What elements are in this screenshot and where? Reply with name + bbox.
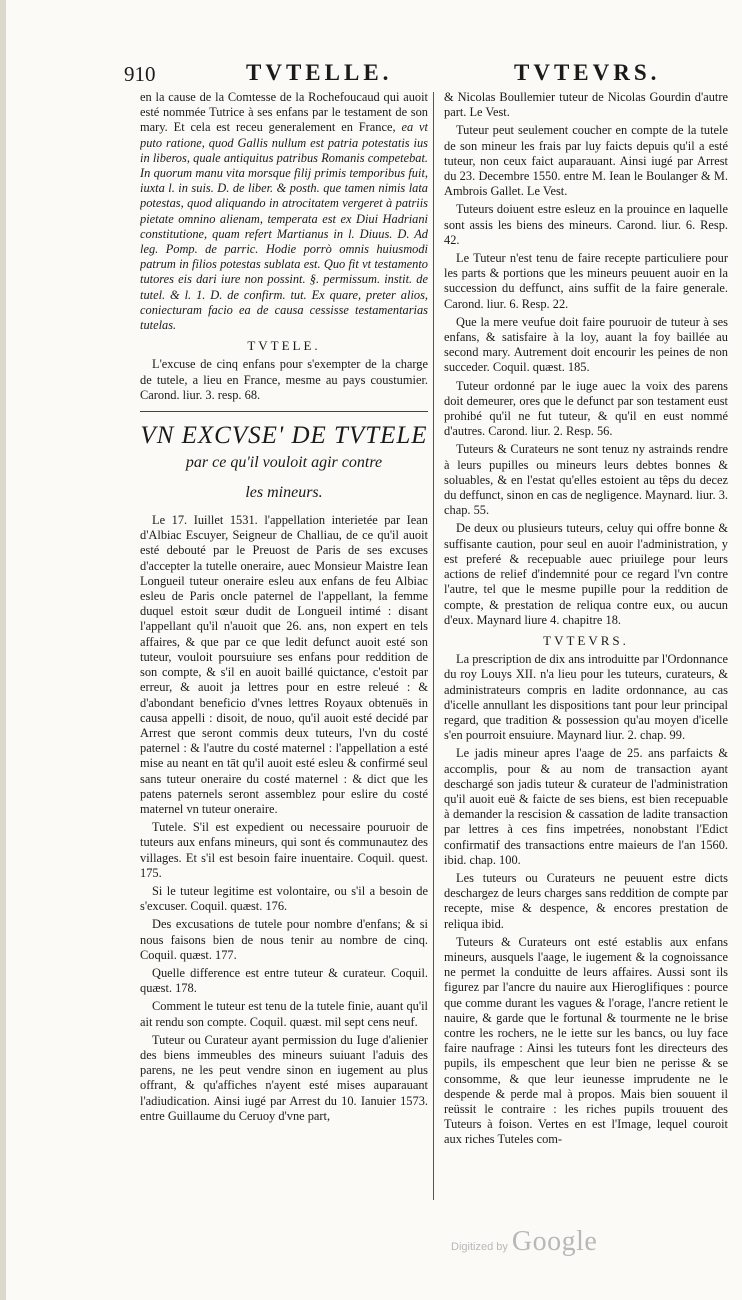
- paragraph: Le jadis mineur apres l'aage de 25. ans parfaicts & accomplis, pour & au nom de transaction ayant deschargé son jadis tuteur & curateur de l'administration qu'il auoit euë & faicte de ses biens, est bien recepuable à demander la rescision & cassation de ladite transaction par lettres à ces fins impetrées, nonobstant l'Edict confirmatif des transactions entre maieurs de l'an 1560. ibid. chap. 100.: [444, 746, 728, 867]
- running-head-right: TVTEVRS.: [514, 60, 661, 85]
- article-title: VN EXCVSE' DE TVTELE: [140, 422, 428, 450]
- intro-text-french: en la cause de la Comtesse de la Rochefoucaud qui auoit esté nommée Tutrice à ses enfans par le testament de son mary. Et cela est receu generalement en France,: [140, 90, 428, 135]
- paragraph: Quelle difference est entre tuteur & curateur. Coquil. quæst. 178.: [140, 965, 428, 996]
- paragraph: Des excusations de tutele pour nombre d'enfans; & si nous faisons bien de nous tenir au nombre de cinq. Coquil. quæst. 177.: [140, 917, 428, 962]
- left-column: [140, 90, 428, 1210]
- digitization-watermark: [451, 1228, 597, 1258]
- paragraph: Le 17. Iuillet 1531. l'appellation interietée par Iean d'Albiac Escuyer, Seigneur de Challiau, de ce qu'il auoit esté debouté par le Preuost de Paris de ses excuses d'accepter la tutelle oneraire, auec Monsieur Maistre Iean Longueil tuteur oneraire esleu aux enfans de feu Albiac esleu de Paris oncle paternel de l'appellant, la femme duquel estoit sœur dudit de Longueil intimé : disant l'appellant qu'il n'auoit que 26. ans, non expert en tels affaires, & que par ce que ledit defunct auoit esté son tuteur, vouloit poursuiure ses enfans pour reddition de son compte, & s'il en auoit baillé quictance, c'estoit par erreur, & auoit ja lettres pour en estre releué : & d'abondant beneficio d'vnes lettres Royaux obtenuës in causa appelli : disoit, de nouo, qu'il auoit esté decidé par Arrest que seront commis deux tuteurs, l'vn du costé paternel : & l'autre du costé maternel : l'appellation a esté mise au neant en tāt qu'il auoit esté esleu & confirmé seul sans tuteur oneraire du costé maternel : & dict que les patens paternels seront assemblez pour eslire du costé maternel vn tuteur oneraire.: [140, 513, 428, 816]
- running-head-left: TVTELLE.: [246, 60, 393, 85]
- paragraph: Comment le tuteur est tenu de la tutele finie, auant qu'il ait rendu son compte. Coquil. quæst. mil sept cens neuf.: [140, 999, 428, 1029]
- section-divider: [140, 411, 428, 412]
- article-subtitle-2: les mineurs.: [245, 484, 323, 502]
- paragraph: Que la mere veufue doit faire pouruoir de tuteur à ses enfans, & satisfaire à la loy, auant la foy baillée au second mary. Autrement doit encourir les peines de non succeder. Coquil. quæst. 185.: [444, 314, 728, 375]
- paragraph: De deux ou plusieurs tuteurs, celuy qui offre bonne & suffisante caution, pour seul en auoir l'administration, y est preferé & recepuable auec priuilege pour leurs actions de relief d'indemnité pour ce regard l'vn contre l'autre, tel que le mesme pupille pour la reddition de compte, & prestation de reliqua contre eux, ou aucun d'eux. Maynard liure 4. chapitre 18.: [444, 521, 728, 627]
- page-number: 910: [124, 62, 156, 86]
- paragraph: Tuteur ou Curateur ayant permission du Iuge d'alienier des biens immeubles des mineurs suiuant l'aduis des parens, ne les peut vendre sinon en iugement au plus offrant, & qu'affiches n'ayent esté mises auparauant l'adiudication. Ainsi iugé par Arrest du 10. Ianuier 1573. entre Guillaume du Ceruoy d'vne part,: [140, 1032, 428, 1123]
- paragraph: Tuteur peut seulement coucher en compte de la tutele de son mineur les frais par luy faicts depuis qu'il a esté tuteur, non ceux faict auparauant. Ainsi iugé par Arrest du 23. Decembre 1550. entre M. Iean le Boulanger & M. Ambrois Gallet. Le Vest.: [444, 123, 728, 199]
- intro-paragraph: [140, 90, 428, 333]
- paragraph: Tuteur ordonné par le iuge auec la voix des parens doit demeurer, ores que le defunct par son testament eust prohibé qu'il ne fut tuteur, & qu'il en eust nommé d'autres. Carond. liur. 2. Resp. 56.: [444, 378, 728, 439]
- paragraph: Les tuteurs ou Curateurs ne peuuent estre dicts deschargez de leurs charges sans reddition de compte par recepte, mise & despence, & encores prestation de reliqua ibid.: [444, 870, 728, 931]
- watermark-prefix: Digitized by: [451, 1241, 508, 1253]
- right-column: [438, 90, 728, 1210]
- paragraph: Si le tuteur legitime est volontaire, ou s'il a besoin de s'excuser. Coquil. quæst. 176.: [140, 883, 428, 914]
- article-subtitle-1: par ce qu'il vouloit agir contre: [185, 454, 383, 472]
- paragraph: & Nicolas Boullemier tuteur de Nicolas Gourdin d'autre part. Le Vest.: [444, 90, 728, 120]
- paragraph: Tuteurs & Curateurs ont esté establis aux enfans mineurs, ausquels l'aage, le iugement & la cognoissance ne permet la conduitte de leurs affaires. Aussi sont ils figurez par l'ancre du nauire aux Hieroglifiques : pource que comme durant les vagues & l'orage, l'ancre retient le nauire, & garde que le fortunal & tourmente ne le brise contre les rochers, ne le iette sur les bancs, ou luy face faire naufrage : Ainsi les tuteurs font les directeurs des pupils, ils empeschent que leur bien ne perisse & se consomme, & que leur ieunesse imprudente ne le despende & perde mal à propos. Mais bien souuent il reüssit le contraire : les riches pupils trouuent des Tuteurs à foison. Vertes en est l'Image, lequel couroit aux riches Tuteles com-: [444, 934, 728, 1147]
- section-heading-tutele: TVTELE.: [247, 338, 321, 354]
- paragraph: L'excuse de cinq enfans pour s'exempter de la charge de tutele, a lieu en France, mesme au pays coustumier. Carond. liur. 3. resp. 68.: [140, 357, 428, 402]
- section-heading-tuteurs: TVTEVRS.: [543, 632, 629, 648]
- google-logo: Google: [511, 1226, 598, 1257]
- paragraph: La prescription de dix ans introduitte par l'Ordonnance du roy Louys XII. n'a lieu pour les tuteurs, curateurs, & administrateurs compris en ladite ordonnance, au cas d'icelle annullant les dispositions tant pour leur principal regard, que tradition & possession qu'au moyen d'icelle s'en pourroit ensuiure. Maynard liur. 2. chap. 99.: [444, 652, 728, 743]
- column-divider: [433, 92, 434, 1200]
- intro-text-latin: ea vt puto ratione, quod Gallis nullum est patria potestatis ius in liberos, quale antiquitus patribus Romanis competebat. In quorum manu vita morsque filij primis temporibus fuit, iuxta l. in suis. D. de liber. & posth. que tamen nimis lata potestas, quod aliquando in atrocitatem vergeret à patriis pietate omnino alienam, temperata est ex Diui Hadriani constitutione, quam refert Martianus in l. Diuus. D. Ad leg. Pomp. de parric. Hodie porrò omnis huiusmodi patrum in filios potestas sublata est. Quo fit vt testamento tutores eis dari iure non possint. §. permissum. instit. de tutel. & l. 1. D. de confirm. tut. Ex quare, preter alios, coniecturam facio ea de causa cessisse testamentarias tutelas.: [140, 120, 428, 333]
- paragraph: Le Tuteur n'est tenu de faire recepte particuliere pour les parts & portions que les mineurs peuuent auoir en la succession du deffunct, ains suffit de la faire generale. Carond. liur. 6. Resp. 22.: [444, 251, 728, 311]
- paragraph: Tuteurs doiuent estre esleuz en la prouince en laquelle sont assis les biens des mineurs. Carond. liur. 6. Resp. 42.: [444, 202, 728, 247]
- paragraph: Tuteurs & Curateurs ne sont tenuz ny astrainds rendre à leurs pupilles ou mineurs leurs debtes bonnes & soluables, & en l'estat qu'elles estoient au têps du decez du deffunct, sinon en cas de negligence. Maynard. liur. 3. chap. 55.: [444, 442, 728, 518]
- paragraph: Tutele. S'il est expedient ou necessaire pouruoir de tuteurs aux enfans mineurs, qui sont és communautez des villages. Et s'il est besoin faire inuentaire. Coquil. quest. 175.: [140, 820, 428, 880]
- page-header: [124, 50, 722, 90]
